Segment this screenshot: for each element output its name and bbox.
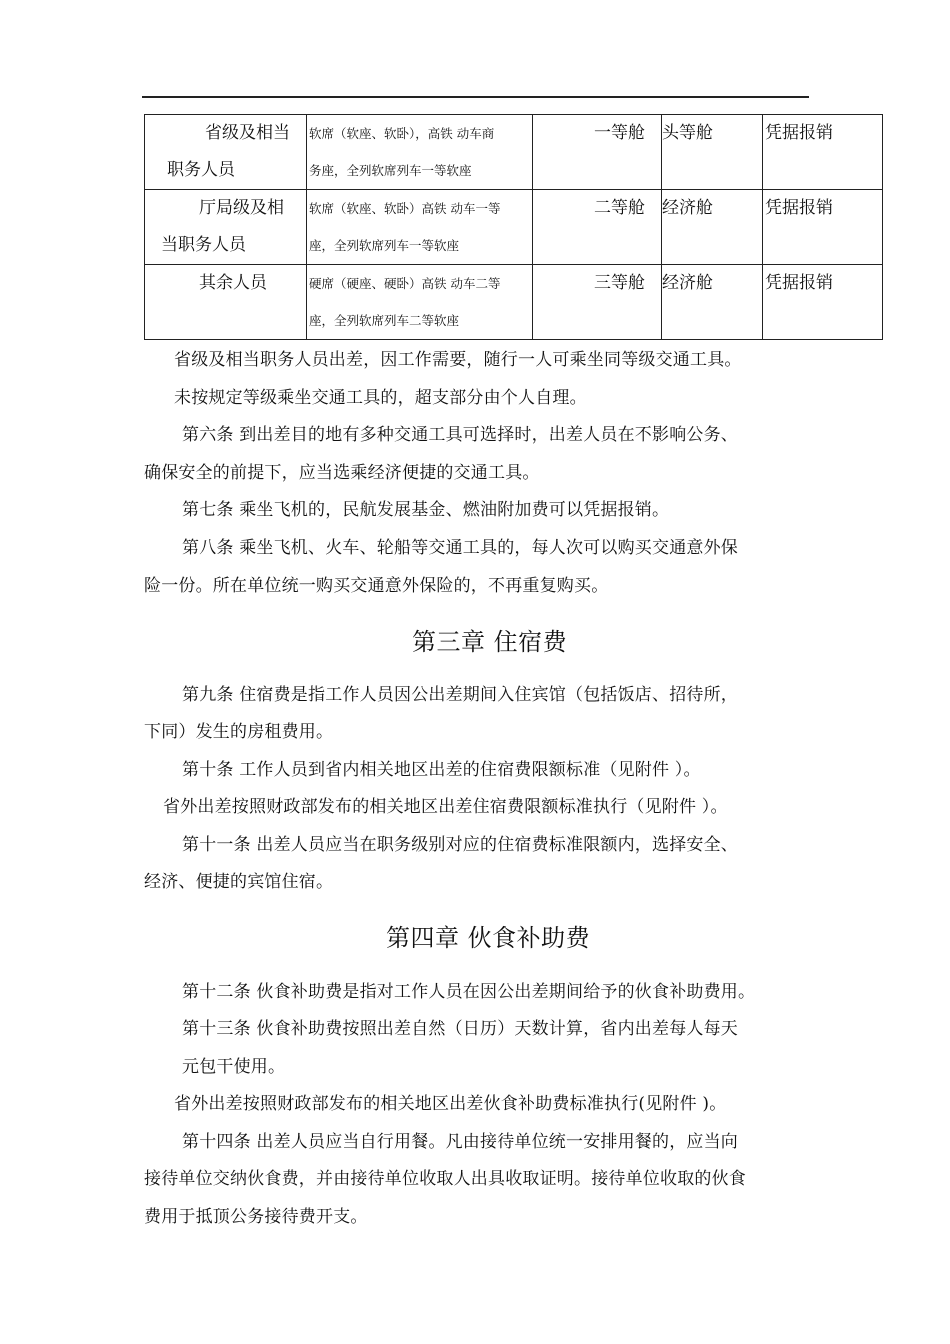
chapter-heading: 第三章 住宿费: [412, 628, 568, 656]
rank-line: 省级及相当: [205, 123, 290, 143]
paragraph: 第十三条 伙食补助费按照出差自然（日历）天数计算，省内出差每人每天: [182, 1019, 739, 1039]
paragraph: 第六条 到出差目的地有多种交通工具可选择时，出差人员在不影响公务、: [182, 425, 739, 445]
train-cell: [307, 265, 533, 340]
chapter-heading: 第四章 伙食补助费: [386, 924, 591, 952]
paragraph: 费用于抵顶公务接待费开支。: [144, 1207, 368, 1227]
paragraph: 接待单位交纳伙食费，并由接待单位收取人出具收取证明。接待单位收取的伙食: [144, 1169, 746, 1189]
plane-cell: 头等舱: [662, 115, 763, 190]
paragraph: 第十一条 出差人员应当在职务级别对应的住宿费标准限额内，选择安全、: [182, 835, 739, 855]
paragraph: 元包干使用。: [182, 1057, 286, 1077]
other-cell: 凭据报销: [763, 115, 883, 190]
header-rule: [142, 96, 809, 98]
rank-line: 职务人员: [167, 160, 235, 180]
rank-cell: [145, 265, 307, 340]
transport-standard-table: [144, 114, 883, 340]
rank-cell: [145, 190, 307, 265]
train-cell: [307, 115, 533, 190]
paragraph: 第十条 工作人员到省内相关地区出差的住宿费限额标准（见附件 ）。: [182, 760, 701, 780]
paragraph: 第九条 住宿费是指工作人员因公出差期间入住宾馆（包括饭店、招待所，: [182, 685, 739, 705]
train-line: 座，全列软席列车二等软座: [309, 313, 460, 328]
train-line: 务座，全列软席列车一等软座: [309, 163, 472, 178]
ship-cell: 二等舱: [533, 190, 662, 265]
train-line: 软席（软座、软卧），高铁 动车商: [309, 126, 495, 141]
table-row: [145, 265, 883, 340]
paragraph: 省外出差按照财政部发布的相关地区出差伙食补助费标准执行(见附件 )。: [174, 1094, 727, 1114]
train-cell: [307, 190, 533, 265]
paragraph: 第十二条 伙食补助费是指对工作人员在因公出差期间给予的伙食补助费用。: [182, 982, 756, 1002]
train-line: 软席（软座、软卧）高铁 动车一等: [309, 201, 501, 216]
plane-cell: 经济舱: [662, 190, 763, 265]
paragraph: 第十四条 出差人员应当自行用餐。凡由接待单位统一安排用餐的，应当向: [182, 1132, 739, 1152]
paragraph: 未按规定等级乘坐交通工具的，超支部分由个人自理。: [174, 388, 587, 408]
paragraph: 第八条 乘坐飞机、火车、轮船等交通工具的，每人次可以购买交通意外保: [182, 538, 739, 558]
rank-line: 当职务人员: [161, 235, 246, 255]
paragraph: 经济、便捷的宾馆住宿。: [144, 872, 334, 892]
rank-line: 厅局级及相: [199, 198, 284, 218]
ship-cell: 三等舱: [533, 265, 662, 340]
paragraph: 省级及相当职务人员出差，因工作需要，随行一人可乘坐同等级交通工具。: [174, 350, 742, 370]
train-line: 硬席（硬座、硬卧）高铁 动车二等: [309, 276, 501, 291]
other-cell: 凭据报销: [763, 190, 883, 265]
paragraph: 确保安全的前提下，应当选乘经济便捷的交通工具。: [144, 463, 540, 483]
rank-cell: [145, 115, 307, 190]
table-row: [145, 190, 883, 265]
train-line: 座，全列软席列车一等软座: [309, 238, 460, 253]
paragraph: 险一份。所在单位统一购买交通意外保险的，不再重复购买。: [144, 576, 609, 596]
ship-cell: 一等舱: [533, 115, 662, 190]
table-row: [145, 115, 883, 190]
paragraph: 下同）发生的房租费用。: [144, 722, 334, 742]
plane-cell: 经济舱: [662, 265, 763, 340]
rank-line: 其余人员: [199, 273, 267, 293]
other-cell: 凭据报销: [763, 265, 883, 340]
paragraph: 省外出差按照财政部发布的相关地区出差住宿费限额标准执行（见附件 ）。: [163, 797, 728, 817]
paragraph: 第七条 乘坐飞机的，民航发展基金、燃油附加费可以凭据报销。: [182, 500, 670, 520]
